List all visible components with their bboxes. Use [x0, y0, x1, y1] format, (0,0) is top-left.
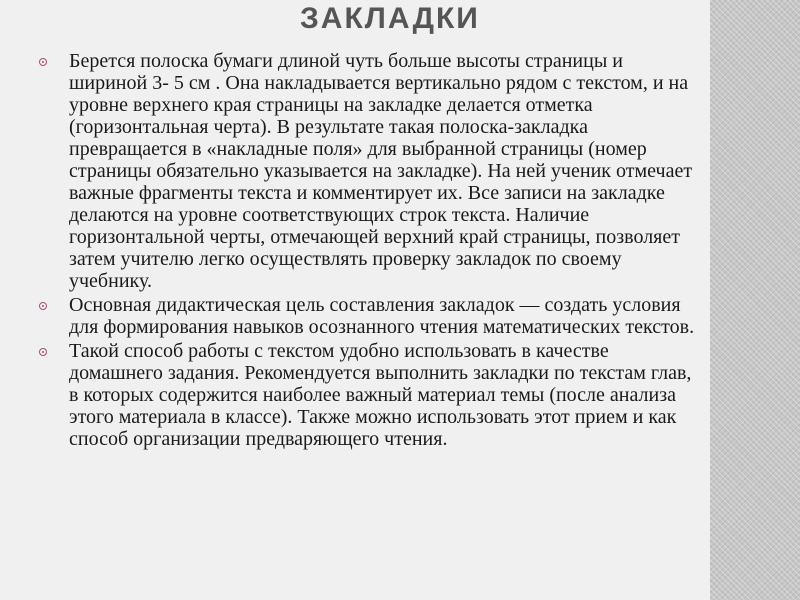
bullet-item — [38, 340, 698, 450]
slide-title: ЗАКЛАДКИ — [300, 2, 480, 35]
bullet-list — [38, 50, 698, 452]
bullet-item — [38, 50, 698, 292]
circle-bullet-icon — [39, 302, 47, 310]
circle-bullet-icon — [39, 348, 47, 356]
bullet-item — [38, 294, 698, 338]
bullet-text: Основная дидактическая цель составления закладок — создать условия для формирования навыков осознанного чтения математических текстов. — [69, 294, 695, 338]
decorative-side-strip — [710, 0, 800, 600]
bullet-text: Такой способ работы с текстом удобно использовать в качестве домашнего задания. Рекомендуется выполнить закладки по текстам глав, в которых содержится наиболее важный материал темы (после анализа этого материала в классе). Также можно использовать этот прием и как способ организации предваряющего чтения. — [69, 340, 692, 450]
circle-bullet-icon — [39, 58, 47, 66]
bullet-text: Берется полоска бумаги длиной чуть больше высоты страницы и шириной 3- 5 см . Она накладывается вертикально рядом с текстом, и на уровне верхнего края страницы на закладке делается отметка (горизонтальная черта). В результате такая полоска-закладка превращается в «накладные поля» для выбранной страницы (номер страницы обязательно указывается на закладке). На ней ученик отмечает важные фрагменты текста и комментирует их. Все записи на закладке делаются на уровне соответствующих строк текста. Наличие горизонтальной черты, отмечающей верхний край страницы, позволяет затем учителю легко осуществлять проверку закладок по своему учебнику. — [69, 50, 693, 292]
